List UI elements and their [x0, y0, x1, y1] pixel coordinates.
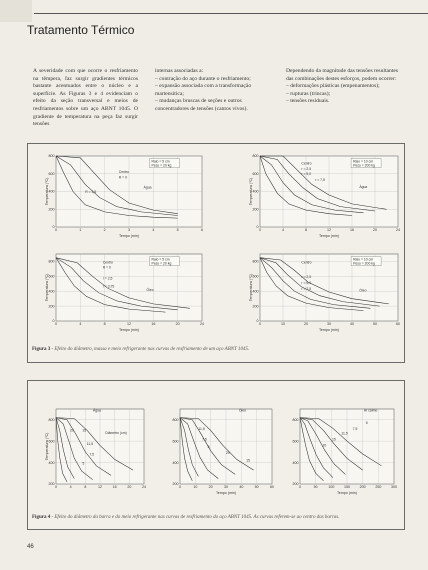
chart-annotation: r = 7,5: [301, 287, 312, 292]
chart-panel-fig4-air: [290, 407, 396, 493]
x-tick-label: 20: [175, 322, 180, 326]
y-tick-label: 600: [48, 274, 55, 279]
y-tick-label: 800: [48, 259, 55, 264]
chart-panel-oil-r10: [250, 252, 400, 330]
chart-annotation: 11,5: [341, 431, 348, 436]
y-tick-label: 200: [48, 304, 55, 309]
x-tick-label: 30: [327, 322, 331, 326]
page-number: 46: [27, 544, 34, 550]
chart-annotation: r = 5,0: [301, 281, 312, 286]
chart-annotation: 7,5: [89, 452, 95, 457]
chart-panel-fig4-water: [46, 407, 146, 493]
chart-annotation: Diâmetro (cm): [105, 430, 127, 435]
text-column-3: [286, 68, 401, 106]
chart-panel-water-r5: [46, 154, 204, 236]
x-axis-label: Tempo (min): [216, 491, 236, 495]
chart-annotation: Centro: [102, 260, 113, 265]
x-tick-label: 50: [373, 322, 377, 326]
list-item: – expansão associada com a transformação martensítica;: [155, 83, 252, 97]
y-tick-label: 200: [48, 482, 55, 487]
y-tick-label: 600: [172, 439, 179, 444]
figure-3-caption: [32, 347, 249, 352]
y-tick-label: 200: [252, 207, 259, 212]
legend-entry: Raio = 10 cm: [353, 257, 374, 262]
y-axis-label: Temperatura (°C): [45, 177, 49, 206]
y-tick-label: 400: [292, 460, 299, 465]
y-tick-label: 0: [256, 319, 259, 324]
x-tick-label: 0: [259, 228, 261, 232]
x-tick-label: 10: [281, 322, 285, 326]
paragraph-tensions-intro: internas associadas a:: [155, 68, 204, 74]
chart-annotation: 7,5: [352, 427, 358, 431]
x-tick-label: 20: [127, 485, 132, 489]
y-tick-label: 600: [48, 171, 55, 176]
legend-entry: Raio = 5 cm: [151, 257, 170, 262]
x-tick-label: 12: [127, 322, 131, 326]
x-tick-label: 12: [98, 485, 102, 489]
y-tick-label: 800: [252, 259, 259, 264]
x-tick-label: 24: [142, 485, 146, 489]
figure-4-caption-label: Figura 4: [32, 515, 51, 520]
figure-3-caption-text: - Efeito do diâmetro, massa e meio refrigerante nas curvas de resfriamento de um aço ABNT 1045.: [50, 347, 250, 352]
chart-panel-fig4-oil: [170, 407, 274, 493]
chart-svg: [170, 407, 274, 493]
y-tick-label: 400: [48, 460, 55, 465]
x-tick-label: 6: [201, 228, 203, 232]
x-tick-label: 0: [299, 485, 301, 489]
figure-4-caption-text: - Efeito do diâmetro da barra e do meio refrigerante nas curvas de resfriamento do aço ABNT 1045. As curvas referem-se ao centro das barras.: [50, 515, 340, 520]
y-tick-label: 800: [172, 417, 179, 422]
x-axis-label: Tempo (min): [337, 491, 357, 495]
chart-annotation: 7,5: [202, 437, 207, 442]
figure-4-caption: [32, 515, 339, 520]
x-tick-label: 1: [79, 228, 82, 232]
chart-annotation: 20: [70, 428, 74, 433]
chart-svg: [46, 154, 204, 236]
y-tick-label: 400: [252, 289, 259, 294]
chart-annotation: r = 7,5: [315, 177, 325, 182]
y-axis-label: Temperatura (°C): [249, 273, 253, 302]
y-tick-label: 0: [256, 225, 259, 230]
y-tick-label: 400: [172, 460, 179, 465]
list-item: – deformações plásticas (empenamentos);: [286, 83, 380, 90]
x-tick-label: 4: [69, 485, 72, 489]
chart-annotation: 20: [322, 443, 327, 448]
chart-annotation: r = 2,5: [301, 167, 312, 172]
x-axis-label: Tempo (min): [119, 328, 139, 332]
legend-entry: Peso = 200 kg: [353, 163, 375, 168]
page-header: [0, 0, 428, 22]
chart-annotation: R = 0: [102, 265, 111, 270]
chart-annotation: Óleo: [146, 287, 154, 292]
list-item: – rupturas (trincas);: [286, 90, 331, 97]
chart-annotation: 20: [226, 451, 230, 455]
y-tick-label: 400: [48, 289, 55, 294]
chart-svg: [46, 252, 204, 330]
y-tick-label: 200: [172, 482, 179, 487]
legend-entry: Raio = 10 cm: [353, 159, 374, 164]
x-tick-label: 50: [313, 485, 318, 489]
x-tick-label: 150: [344, 485, 350, 489]
x-tick-label: 3: [128, 228, 130, 232]
figure-4: [27, 380, 405, 530]
x-tick-label: 100: [328, 485, 335, 489]
text-column-1: [33, 68, 138, 129]
x-tick-label: 0: [259, 322, 261, 326]
x-axis-label: Tempo (min): [319, 234, 339, 238]
chart-annotation: Óleo: [238, 408, 247, 413]
x-tick-label: 0: [55, 228, 57, 232]
x-tick-label: 4: [282, 228, 284, 232]
legend-entry: Peso = 20 kg: [151, 163, 172, 168]
y-tick-label: 600: [252, 171, 259, 176]
x-tick-label: 0: [55, 322, 57, 326]
y-tick-label: 400: [48, 189, 55, 194]
chart-annotation: Centro: [301, 260, 312, 265]
legend-entry: Peso = 200 kg: [353, 261, 375, 266]
chart-annotation: Ar calmo: [363, 408, 378, 413]
chart-annotation: Água: [143, 185, 152, 190]
y-tick-label: 0: [52, 319, 55, 324]
y-tick-label: 800: [292, 417, 299, 422]
x-axis-label: Tempo (min): [319, 328, 339, 332]
paragraph-intro: A severidade com que ocorre o resfriamento na têmpera, faz surgir gradientes térmicos bastante acentuados entre o núcleo e a superfície. As Figuras 3 e 4 evidenciam o efeito da seção transversal e meios de resfriamentos sobre um aço ABNT 1045. O gradiente de temperatura na peça faz surgir tensões: [33, 68, 138, 128]
chart-annotation: r = 5,0: [301, 172, 312, 177]
x-tick-label: 300: [391, 485, 397, 489]
x-tick-label: 10: [193, 485, 198, 489]
chart-annotation: Água: [359, 184, 368, 189]
chart-svg: [290, 407, 396, 493]
chart-annotation: Centro: [118, 170, 129, 175]
x-tick-label: 60: [270, 485, 274, 489]
chart-annotation: 5: [207, 445, 210, 449]
chart-svg: [46, 407, 146, 493]
x-tick-label: 20: [304, 322, 308, 326]
y-tick-label: 400: [252, 189, 259, 194]
chart-annotation: R = 3,5: [85, 189, 97, 194]
x-tick-label: 0: [55, 485, 57, 489]
list-item: – mudanças bruscas de seções e outros concentradores de tensões (cantos vivos).: [155, 98, 248, 112]
x-tick-label: 250: [375, 485, 382, 489]
x-tick-label: 0: [179, 485, 181, 489]
x-tick-label: 8: [103, 322, 106, 326]
x-tick-label: 20: [373, 228, 377, 232]
legend-entry: Peso = 20 kg: [151, 261, 172, 266]
x-tick-label: 8: [84, 485, 87, 489]
y-tick-label: 0: [52, 225, 55, 230]
chart-annotation: R = 0: [118, 175, 127, 180]
x-tick-label: 40: [350, 322, 354, 326]
figure-3-caption-label: Figura 3: [32, 347, 51, 352]
chart-annotation: 15: [331, 437, 336, 442]
y-tick-label: 200: [292, 482, 299, 487]
x-tick-label: 20: [208, 485, 213, 489]
x-tick-label: 60: [396, 322, 400, 326]
x-tick-label: 16: [112, 485, 117, 489]
y-tick-label: 200: [252, 304, 259, 309]
chart-annotation: Óleo: [359, 288, 367, 293]
x-tick-label: 40: [239, 485, 244, 489]
y-tick-label: 800: [252, 154, 259, 159]
chart-svg: [250, 154, 400, 236]
chart-annotation: Centro: [301, 161, 312, 166]
chart-svg: [250, 252, 400, 330]
x-tick-label: 16: [350, 228, 354, 232]
y-axis-label: Temperatura (°C): [249, 177, 253, 206]
list-item: – contração do aço durante o resfriamento;: [155, 75, 251, 82]
chart-panel-water-r10: [250, 154, 400, 236]
list-item: – tensões residuais.: [286, 98, 330, 105]
x-tick-label: 30: [224, 485, 228, 489]
chart-annotation: r = 3,75: [102, 284, 115, 289]
header-rule: [34, 13, 428, 14]
paragraph-effects-intro: Dependendo da magnitude das tensões resultantes das combinações destes esforços, podem ocorrer:: [286, 68, 398, 82]
chart-annotation: 11,5: [198, 427, 205, 431]
x-tick-label: 4: [79, 322, 82, 326]
x-tick-label: 200: [359, 485, 366, 489]
y-tick-label: 200: [48, 207, 55, 212]
legend-entry: Raio = 5 cm: [151, 159, 170, 164]
y-tick-label: 600: [292, 439, 299, 444]
x-tick-label: 24: [396, 228, 400, 232]
x-tick-label: 2: [103, 228, 106, 232]
chart-annotation: 5: [82, 461, 85, 466]
chart-annotation: 15: [82, 428, 87, 433]
text-column-2: [155, 68, 267, 114]
chart-annotation: r = 2,5: [301, 275, 312, 280]
x-tick-label: 4: [152, 228, 155, 232]
figure-3: [27, 143, 405, 363]
y-tick-label: 800: [48, 154, 55, 159]
y-tick-label: 600: [252, 274, 259, 279]
x-axis-label: Tempo (min): [119, 234, 139, 238]
page-title: Tratamento Térmico: [27, 23, 135, 37]
chart-annotation: 15: [246, 458, 251, 463]
chart-annotation: 5: [365, 421, 368, 425]
header-tab: [0, 0, 32, 22]
chart-annotation: 11,5: [86, 442, 94, 446]
y-tick-label: 600: [48, 439, 55, 444]
chart-panel-oil-r5: [46, 252, 204, 330]
x-tick-label: 24: [200, 322, 204, 326]
chart-annotation: r = 2,5: [102, 276, 113, 281]
x-tick-label: 50: [254, 485, 259, 489]
y-axis-label: Temperatura (°C): [45, 432, 49, 461]
x-tick-label: 8: [305, 228, 307, 232]
x-tick-label: 12: [327, 228, 331, 232]
x-tick-label: 5: [176, 228, 179, 232]
x-tick-label: 16: [151, 322, 156, 326]
y-tick-label: 800: [48, 417, 55, 422]
y-axis-label: Temperatura (°C): [45, 273, 49, 302]
chart-annotation: Água: [92, 408, 101, 413]
